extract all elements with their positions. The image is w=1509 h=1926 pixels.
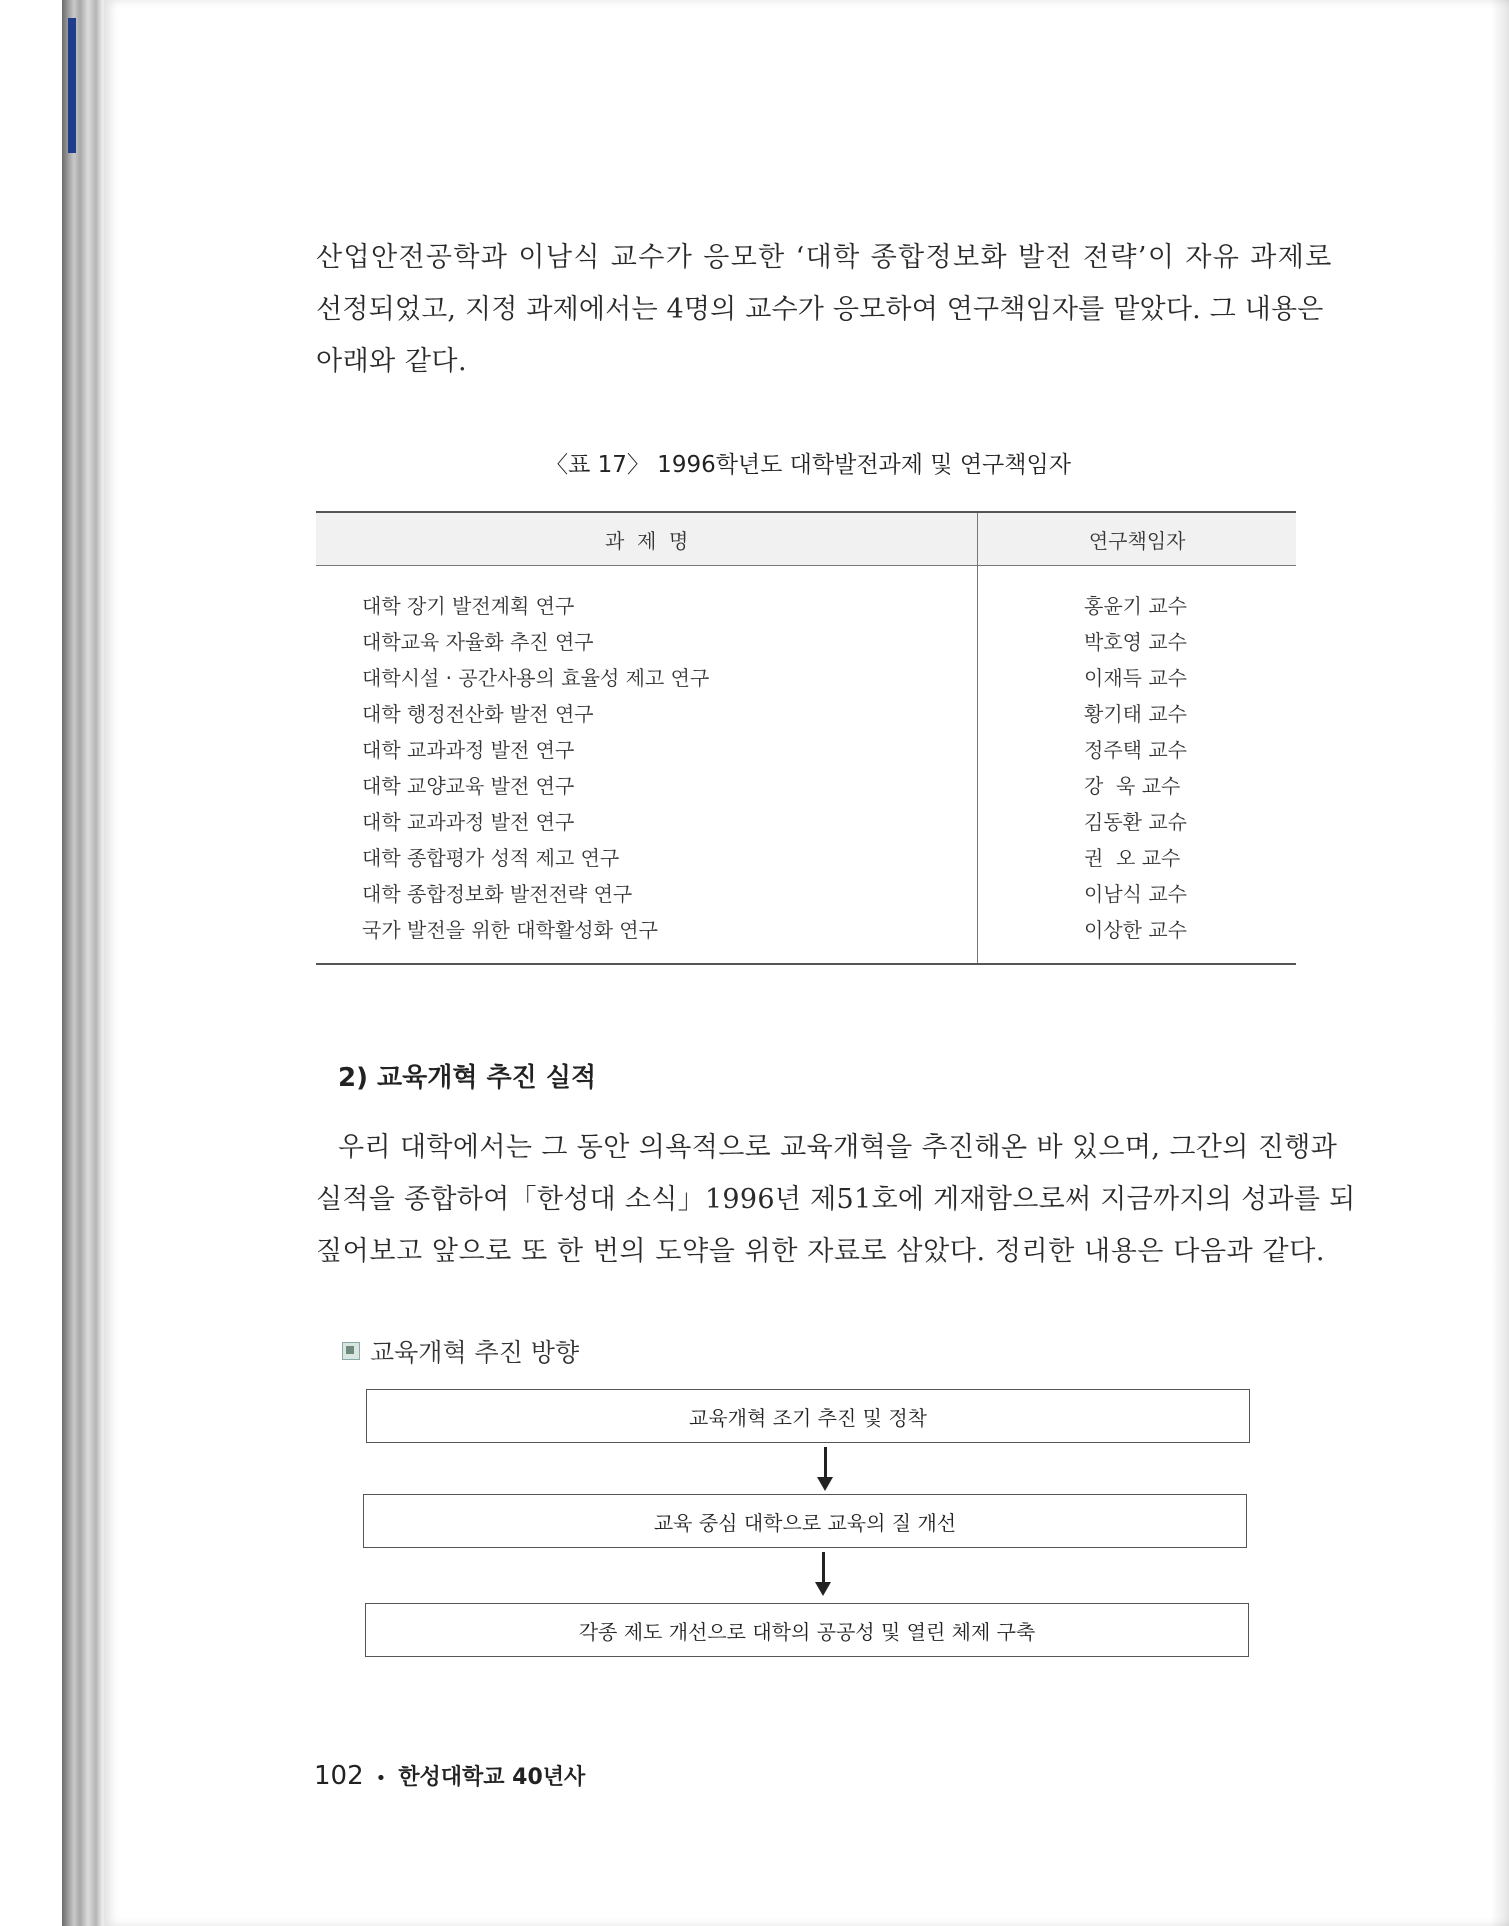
lead-cell: 강 욱 교수	[1084, 774, 1181, 798]
header-task: 과 제 명	[316, 513, 978, 565]
lead-cell: 박호영 교수	[1084, 630, 1187, 654]
task-cell: 대학 종합평가 성적 제고 연구	[362, 846, 620, 870]
intro-line: 산업안전공학과 이남식 교수가 응모한 ‘대학 종합정보화 발전 전략’이 자유 과제로	[316, 242, 1333, 273]
book-page-edge	[62, 0, 108, 1926]
footer-separator: •	[375, 1768, 387, 1789]
section-heading: 2) 교육개혁 추진 실적	[338, 1063, 597, 1093]
flow-title-text: 교육개혁 추진 방향	[370, 1338, 580, 1367]
lead-cell: 이남식 교수	[1084, 882, 1187, 906]
square-bullet-icon	[342, 1342, 360, 1360]
flow-step-2: 교육 중심 대학으로 교육의 질 개선	[363, 1494, 1247, 1548]
page-footer	[314, 1760, 585, 1791]
down-arrow-icon	[824, 1447, 827, 1479]
lead-cell: 권 오 교수	[1084, 846, 1181, 870]
lead-cell: 이상한 교수	[1084, 918, 1187, 942]
task-cell: 대학 교과과정 발전 연구	[362, 810, 575, 834]
research-table	[316, 511, 1296, 965]
section-paragraph	[316, 1122, 1356, 1278]
section-line: 우리 대학에서는 그 동안 의욕적으로 교육개혁을 추진해온 바 있으며, 그간의 진행과	[338, 1132, 1338, 1163]
header-lead: 연구책임자	[1088, 528, 1186, 553]
task-cell: 국가 발전을 위한 대학활성화 연구	[362, 918, 658, 942]
task-cell: 대학 교양교육 발전 연구	[362, 774, 575, 798]
intro-paragraph	[316, 232, 1333, 388]
lead-cell: 김동환 교슈	[1084, 810, 1187, 834]
lead-column	[978, 566, 1296, 963]
table-caption: 〈표 17〉 1996학년도 대학발전과제 및 연구책임자	[545, 452, 1071, 478]
down-arrow-icon	[822, 1552, 825, 1584]
task-cell: 대학 교과과정 발전 연구	[362, 738, 575, 762]
task-cell: 대학 행정전산화 발전 연구	[362, 702, 594, 726]
book-spine-marker	[68, 18, 76, 153]
table-header	[316, 513, 1296, 566]
task-cell: 대학교육 자율화 추진 연구	[362, 630, 594, 654]
lead-cell: 정주택 교수	[1084, 738, 1187, 762]
section-line: 실적을 종합하여「한성대 소식」1996년 제51호에 게재함으로써 지금까지의 성과를 되	[316, 1184, 1356, 1215]
table-body	[316, 566, 1296, 963]
section-line: 짚어보고 앞으로 또 한 번의 도약을 위한 자료로 삼았다. 정리한 내용은 다음과 같다.	[316, 1236, 1326, 1267]
lead-cell: 홍윤기 교수	[1084, 594, 1187, 618]
task-cell: 대학 종합정보화 발전전략 연구	[362, 882, 633, 906]
intro-line: 아래와 같다.	[316, 346, 468, 377]
book-title: 한성대학교 40년사	[398, 1765, 586, 1790]
task-cell: 대학 장기 발전계획 연구	[362, 594, 575, 618]
lead-cell: 이재득 교수	[1084, 666, 1187, 690]
flow-title	[342, 1333, 579, 1369]
flow-step-1: 교육개혁 조기 추진 및 정착	[366, 1389, 1250, 1443]
task-cell: 대학시설 · 공간사용의 효율성 제고 연구	[362, 666, 710, 690]
task-column	[316, 566, 978, 963]
lead-cell: 황기태 교수	[1084, 702, 1187, 726]
flow-step-3: 각종 제도 개선으로 대학의 공공성 및 열린 체제 구축	[365, 1603, 1249, 1657]
page-number: 102	[314, 1761, 364, 1791]
intro-line: 선정되었고, 지정 과제에서는 4명의 교수가 응모하여 연구책임자를 맡았다. 그 내용은	[316, 294, 1324, 325]
